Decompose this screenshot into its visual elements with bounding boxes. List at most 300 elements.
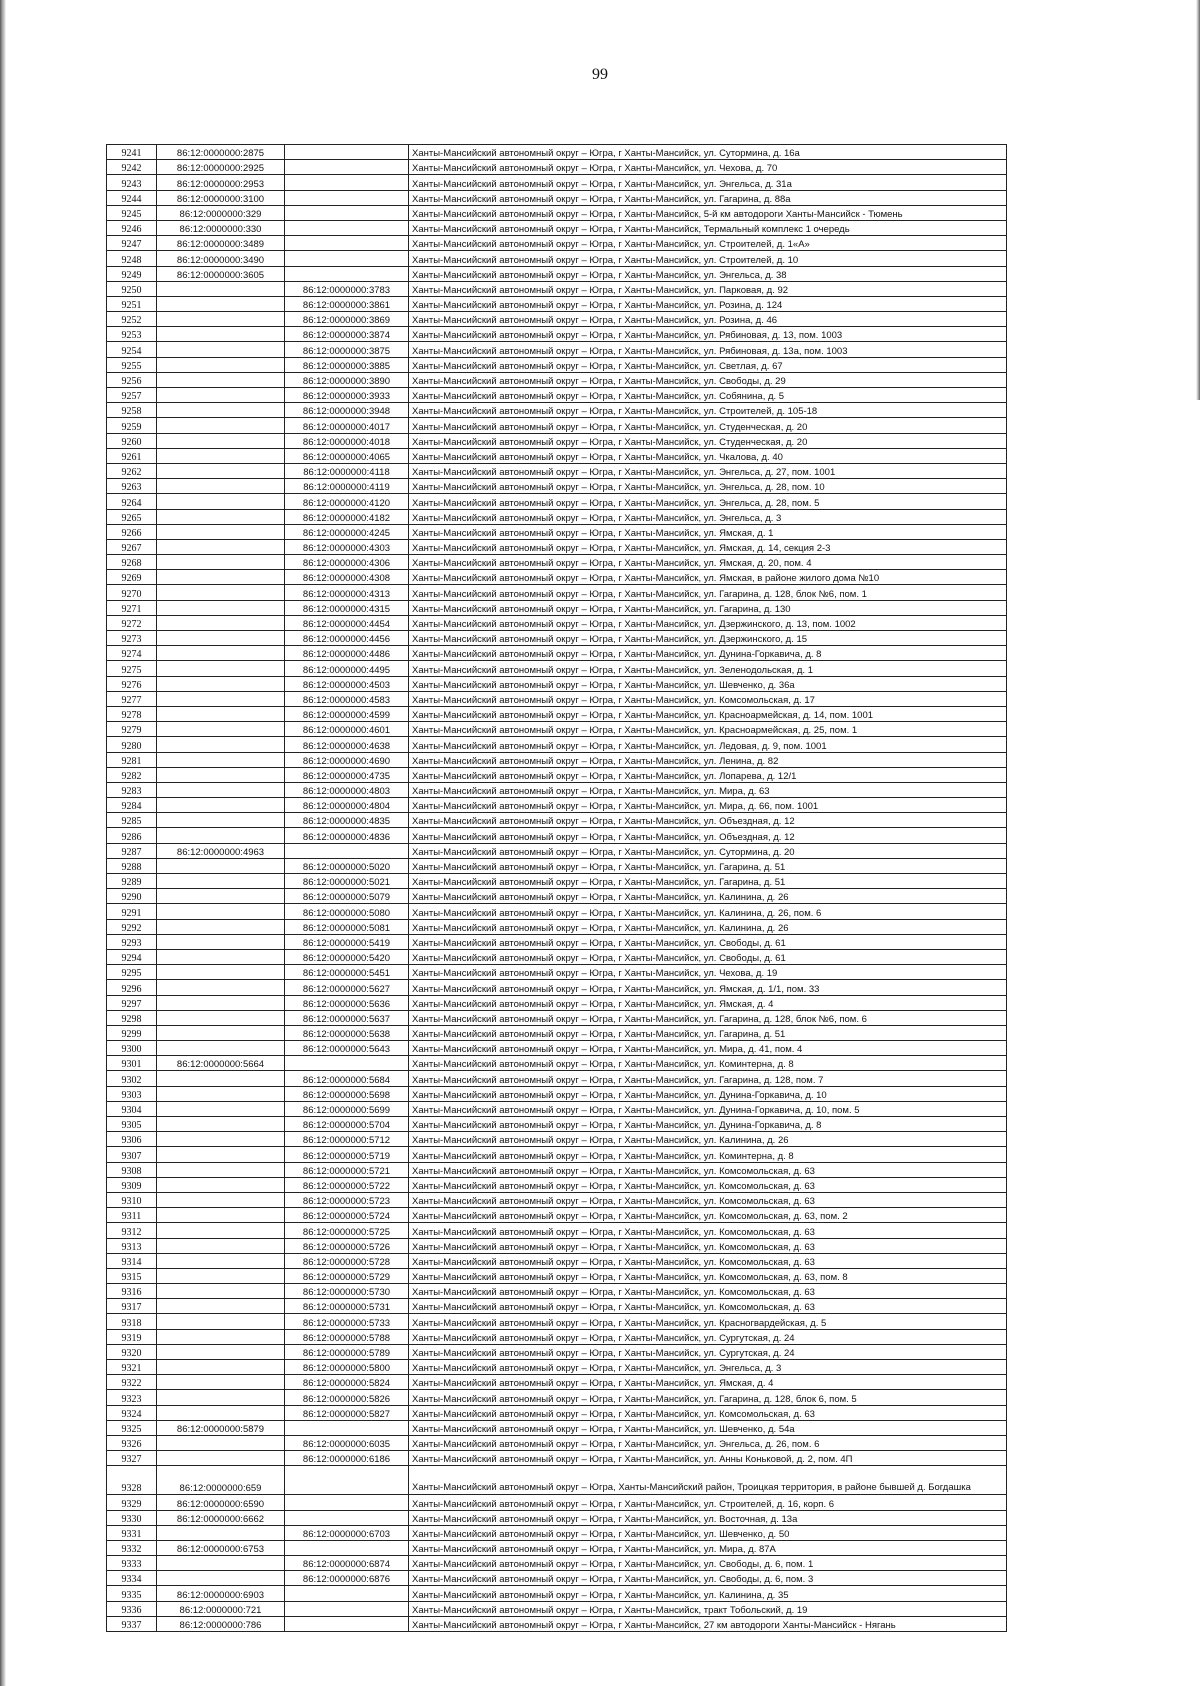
- table-row: [107, 1435, 1007, 1450]
- address-cell: Ханты-Мансийский автономный округ – Югра, г Ханты-Мансийск, ул. Парковая, д. 92: [409, 281, 1007, 296]
- row-number-cell: 9292: [107, 919, 157, 934]
- cadastral-number-land-cell: [157, 1390, 285, 1405]
- cadastral-number-land-cell: [157, 509, 285, 524]
- cadastral-number-building-cell: [285, 145, 409, 160]
- cadastral-number-land-cell: 86:12:0000000:6590: [157, 1495, 285, 1510]
- cadastral-number-building-cell: 86:12:0000000:4017: [285, 418, 409, 433]
- row-number-cell: 9327: [107, 1451, 157, 1466]
- table-row: [107, 1192, 1007, 1207]
- cadastral-number-land-cell: [157, 1071, 285, 1086]
- cadastral-number-building-cell: 86:12:0000000:4065: [285, 448, 409, 463]
- row-number-cell: 9266: [107, 524, 157, 539]
- table-row: [107, 1132, 1007, 1147]
- cadastral-number-land-cell: [157, 691, 285, 706]
- row-number-cell: 9242: [107, 160, 157, 175]
- row-number-cell: 9312: [107, 1223, 157, 1238]
- table-row: [107, 1405, 1007, 1420]
- row-number-cell: 9304: [107, 1101, 157, 1116]
- row-number-cell: 9256: [107, 372, 157, 387]
- cadastral-number-building-cell: 86:12:0000000:5636: [285, 995, 409, 1010]
- row-number-cell: 9247: [107, 236, 157, 251]
- cadastral-number-land-cell: [157, 555, 285, 570]
- address-cell: Ханты-Мансийский автономный округ – Югра, г Ханты-Мансийск, ул. Шевченко, д. 36а: [409, 676, 1007, 691]
- cadastral-number-land-cell: [157, 1177, 285, 1192]
- table-row: [107, 479, 1007, 494]
- cadastral-number-building-cell: 86:12:0000000:5731: [285, 1299, 409, 1314]
- table-row: [107, 1025, 1007, 1040]
- cadastral-number-building-cell: [285, 1056, 409, 1071]
- cadastral-number-building-cell: 86:12:0000000:4315: [285, 600, 409, 615]
- address-cell: Ханты-Мансийский автономный округ – Югра, г Ханты-Мансийск, ул. Гагарина, д. 51: [409, 858, 1007, 873]
- address-cell: Ханты-Мансийский автономный округ – Югра, г Ханты-Мансийск, ул. Гагарина, д. 51: [409, 1025, 1007, 1040]
- row-number-cell: 9253: [107, 327, 157, 342]
- cadastral-number-land-cell: [157, 980, 285, 995]
- cadastral-number-building-cell: 86:12:0000000:3874: [285, 327, 409, 342]
- address-cell: Ханты-Мансийский автономный округ – Югра, г Ханты-Мансийск, ул. Мира, д. 87А: [409, 1540, 1007, 1555]
- cadastral-number-building-cell: 86:12:0000000:5722: [285, 1177, 409, 1192]
- table-row: [107, 615, 1007, 630]
- cadastral-number-land-cell: [157, 1041, 285, 1056]
- address-cell: Ханты-Мансийский автономный округ – Югра, г Ханты-Мансийск, ул. Гагарина, д. 128, блок №6, пом. 6: [409, 1010, 1007, 1025]
- cadastral-number-land-cell: 86:12:0000000:3489: [157, 236, 285, 251]
- address-cell: Ханты-Мансийский автономный округ – Югра, г Ханты-Мансийск, ул. Коминтерна, д. 8: [409, 1147, 1007, 1162]
- row-number-cell: 9283: [107, 782, 157, 797]
- cadastral-number-land-cell: [157, 767, 285, 782]
- address-cell: Ханты-Мансийский автономный округ – Югра, г Ханты-Мансийск, ул. Чехова, д. 19: [409, 965, 1007, 980]
- cadastral-number-land-cell: [157, 798, 285, 813]
- address-cell: Ханты-Мансийский автономный округ – Югра, г Ханты-Мансийск, ул. Шевченко, д. 50: [409, 1525, 1007, 1540]
- cadastral-number-building-cell: 86:12:0000000:5826: [285, 1390, 409, 1405]
- address-cell: Ханты-Мансийский автономный округ – Югра, г Ханты-Мансийск, ул. Дунина-Горкавича, д. 10: [409, 1086, 1007, 1101]
- address-cell: Ханты-Мансийский автономный округ – Югра, г Ханты-Мансийск, ул. Дзержинского, д. 15: [409, 631, 1007, 646]
- table-row: [107, 266, 1007, 281]
- cadastral-number-building-cell: [285, 175, 409, 190]
- table-row: [107, 555, 1007, 570]
- address-cell: Ханты-Мансийский автономный округ – Югра, г Ханты-Мансийск, ул. Светлая, д. 67: [409, 357, 1007, 372]
- address-cell: Ханты-Мансийский автономный округ – Югра, г Ханты-Мансийск, Термальный комплекс 1 очередь: [409, 220, 1007, 235]
- table-row: [107, 448, 1007, 463]
- table-row: [107, 433, 1007, 448]
- table-row: [107, 190, 1007, 205]
- address-cell: Ханты-Мансийский автономный округ – Югра, г Ханты-Мансийск, 27 км автодороги Ханты-Мансийск - Нягань: [409, 1616, 1007, 1631]
- cadastral-number-building-cell: 86:12:0000000:4245: [285, 524, 409, 539]
- table-row: [107, 1177, 1007, 1192]
- table-row: [107, 1086, 1007, 1101]
- row-number-cell: 9281: [107, 752, 157, 767]
- address-cell: Ханты-Мансийский автономный округ – Югра, г Ханты-Мансийск, ул. Комсомольская, д. 63: [409, 1299, 1007, 1314]
- table-row: [107, 934, 1007, 949]
- cadastral-number-land-cell: [157, 1571, 285, 1586]
- row-number-cell: 9258: [107, 403, 157, 418]
- table-row: [107, 1375, 1007, 1390]
- row-number-cell: 9334: [107, 1571, 157, 1586]
- cadastral-number-building-cell: 86:12:0000000:4486: [285, 646, 409, 661]
- table-row: [107, 843, 1007, 858]
- address-cell: Ханты-Мансийский автономный округ – Югра, г Ханты-Мансийск, ул. Ямская, в районе жилого дома №10: [409, 570, 1007, 585]
- address-cell: Ханты-Мансийский автономный округ – Югра, г Ханты-Мансийск, ул. Мира, д. 41, пом. 4: [409, 1041, 1007, 1056]
- row-number-cell: 9322: [107, 1375, 157, 1390]
- address-cell: Ханты-Мансийский автономный округ – Югра, г Ханты-Мансийск, ул. Гагарина, д. 128, блок №6, пом. 1: [409, 585, 1007, 600]
- address-cell: Ханты-Мансийский автономный округ – Югра, г Ханты-Мансийск, ул. Энгельса, д. 31а: [409, 175, 1007, 190]
- table-row: [107, 646, 1007, 661]
- table-row: [107, 782, 1007, 797]
- row-number-cell: 9269: [107, 570, 157, 585]
- cadastral-number-land-cell: 86:12:0000000:6903: [157, 1586, 285, 1601]
- address-cell: Ханты-Мансийский автономный округ – Югра, г Ханты-Мансийск, ул. Дунина-Горкавича, д. 10, пом. 5: [409, 1101, 1007, 1116]
- cadastral-number-land-cell: 86:12:0000000:2953: [157, 175, 285, 190]
- row-number-cell: 9329: [107, 1495, 157, 1510]
- row-number-cell: 9301: [107, 1056, 157, 1071]
- cadastral-number-building-cell: 86:12:0000000:4735: [285, 767, 409, 782]
- cadastral-number-land-cell: [157, 1284, 285, 1299]
- cadastral-number-land-cell: 86:12:0000000:5879: [157, 1420, 285, 1435]
- row-number-cell: 9282: [107, 767, 157, 782]
- cadastral-number-building-cell: 86:12:0000000:5684: [285, 1071, 409, 1086]
- table-row: [107, 281, 1007, 296]
- row-number-cell: 9306: [107, 1132, 157, 1147]
- cadastral-number-building-cell: 86:12:0000000:4503: [285, 676, 409, 691]
- cadastral-number-land-cell: [157, 342, 285, 357]
- cadastral-number-building-cell: 86:12:0000000:5637: [285, 1010, 409, 1025]
- address-cell: Ханты-Мансийский автономный округ – Югра, г Ханты-Мансийск, ул. Лопарева, д. 12/1: [409, 767, 1007, 782]
- cadastral-number-land-cell: [157, 570, 285, 585]
- cadastral-number-building-cell: 86:12:0000000:5698: [285, 1086, 409, 1101]
- address-cell: Ханты-Мансийский автономный округ – Югра, г Ханты-Мансийск, ул. Анны Коньковой, д. 2, пом. 4П: [409, 1451, 1007, 1466]
- row-number-cell: 9250: [107, 281, 157, 296]
- table-row: [107, 1268, 1007, 1283]
- cadastral-number-building-cell: 86:12:0000000:3933: [285, 388, 409, 403]
- cadastral-number-building-cell: 86:12:0000000:5419: [285, 934, 409, 949]
- cadastral-number-land-cell: [157, 995, 285, 1010]
- table-row: [107, 145, 1007, 160]
- table-row: [107, 676, 1007, 691]
- cadastral-number-land-cell: [157, 1451, 285, 1466]
- table-row: [107, 1041, 1007, 1056]
- cadastral-number-building-cell: 86:12:0000000:5021: [285, 874, 409, 889]
- table-row: [107, 388, 1007, 403]
- address-cell: Ханты-Мансийский автономный округ – Югра, г Ханты-Мансийск, 5-й км автодороги Ханты-Мансийск - Тюмень: [409, 205, 1007, 220]
- cadastral-number-land-cell: [157, 1253, 285, 1268]
- cadastral-number-building-cell: 86:12:0000000:5724: [285, 1208, 409, 1223]
- row-number-cell: 9294: [107, 949, 157, 964]
- table-row: [107, 585, 1007, 600]
- address-cell: Ханты-Мансийский автономный округ – Югра, г Ханты-Мансийск, ул. Розина, д. 46: [409, 312, 1007, 327]
- cadastral-number-land-cell: [157, 1435, 285, 1450]
- address-cell: Ханты-Мансийский автономный округ – Югра, г Ханты-Мансийск, ул. Дзержинского, д. 13, пом. 1002: [409, 615, 1007, 630]
- row-number-cell: 9254: [107, 342, 157, 357]
- cadastral-number-building-cell: 86:12:0000000:4018: [285, 433, 409, 448]
- cadastral-number-building-cell: 86:12:0000000:4495: [285, 661, 409, 676]
- cadastral-number-building-cell: 86:12:0000000:5080: [285, 904, 409, 919]
- address-cell: Ханты-Мансийский автономный округ – Югра, г Ханты-Мансийск, ул. Энгельса, д. 26, пом. 6: [409, 1435, 1007, 1450]
- cadastral-number-building-cell: 86:12:0000000:6186: [285, 1451, 409, 1466]
- cadastral-number-building-cell: 86:12:0000000:5827: [285, 1405, 409, 1420]
- address-cell: Ханты-Мансийский автономный округ – Югра, г Ханты-Мансийск, ул. Строителей, д. 10: [409, 251, 1007, 266]
- table-row: [107, 1071, 1007, 1086]
- row-number-cell: 9307: [107, 1147, 157, 1162]
- row-number-cell: 9272: [107, 615, 157, 630]
- cadastral-number-land-cell: [157, 889, 285, 904]
- cadastral-number-land-cell: 86:12:0000000:721: [157, 1601, 285, 1616]
- cadastral-number-land-cell: 86:12:0000000:4963: [157, 843, 285, 858]
- cadastral-number-building-cell: 86:12:0000000:3890: [285, 372, 409, 387]
- cadastral-number-land-cell: [157, 646, 285, 661]
- row-number-cell: 9323: [107, 1390, 157, 1405]
- cadastral-number-building-cell: [285, 266, 409, 281]
- cadastral-number-land-cell: [157, 539, 285, 554]
- row-number-cell: 9335: [107, 1586, 157, 1601]
- cadastral-number-building-cell: 86:12:0000000:5788: [285, 1329, 409, 1344]
- cadastral-number-land-cell: 86:12:0000000:3605: [157, 266, 285, 281]
- address-cell: Ханты-Мансийский автономный округ – Югра, г Ханты-Мансийск, ул. Мира, д. 63: [409, 782, 1007, 797]
- address-cell: Ханты-Мансийский автономный округ – Югра, г Ханты-Мансийск, ул. Сутормина, д. 16а: [409, 145, 1007, 160]
- cadastral-number-land-cell: [157, 357, 285, 372]
- table-row: [107, 357, 1007, 372]
- row-number-cell: 9316: [107, 1284, 157, 1299]
- address-cell: Ханты-Мансийский автономный округ – Югра, г Ханты-Мансийск, ул. Комсомольская, д. 63: [409, 1405, 1007, 1420]
- table-row: [107, 691, 1007, 706]
- address-cell: Ханты-Мансийский автономный округ – Югра, г Ханты-Мансийск, ул. Комсомольская, д. 63: [409, 1238, 1007, 1253]
- address-cell: Ханты-Мансийский автономный округ – Югра, г Ханты-Мансийск, ул. Рябиновая, д. 13а, пом. 1003: [409, 342, 1007, 357]
- row-number-cell: 9273: [107, 631, 157, 646]
- address-cell: Ханты-Мансийский автономный округ – Югра, г Ханты-Мансийск, ул. Калинина, д. 26, пом. 6: [409, 904, 1007, 919]
- cadastral-number-land-cell: 86:12:0000000:6753: [157, 1540, 285, 1555]
- address-cell: Ханты-Мансийский автономный округ – Югра, г Ханты-Мансийск, ул. Свободы, д. 61: [409, 949, 1007, 964]
- address-cell: Ханты-Мансийский автономный округ – Югра, г Ханты-Мансийск, ул. Шевченко, д. 54а: [409, 1420, 1007, 1435]
- address-cell: Ханты-Мансийский автономный округ – Югра, г Ханты-Мансийск, ул. Рябиновая, д. 13, пом. 1003: [409, 327, 1007, 342]
- row-number-cell: 9313: [107, 1238, 157, 1253]
- table-row: [107, 327, 1007, 342]
- cadastral-number-land-cell: 86:12:0000000:786: [157, 1616, 285, 1631]
- table-row: [107, 1586, 1007, 1601]
- cadastral-number-land-cell: 86:12:0000000:2925: [157, 160, 285, 175]
- cadastral-number-building-cell: 86:12:0000000:4454: [285, 615, 409, 630]
- address-cell: Ханты-Мансийский автономный округ – Югра, г Ханты-Мансийск, ул. Дунина-Горкавича, д. 8: [409, 646, 1007, 661]
- address-cell: Ханты-Мансийский автономный округ – Югра, г Ханты-Мансийск, ул. Комсомольская, д. 63: [409, 1177, 1007, 1192]
- cadastral-number-land-cell: [157, 372, 285, 387]
- table-row: [107, 1299, 1007, 1314]
- address-cell: Ханты-Мансийский автономный округ – Югра, г Ханты-Мансийск, ул. Энгельса, д. 28, пом. 5: [409, 494, 1007, 509]
- cadastral-number-land-cell: 86:12:0000000:3490: [157, 251, 285, 266]
- row-number-cell: 9262: [107, 463, 157, 478]
- cadastral-number-land-cell: [157, 448, 285, 463]
- address-cell: Ханты-Мансийский автономный округ – Югра, г Ханты-Мансийск, ул. Сургутская, д. 24: [409, 1329, 1007, 1344]
- cadastral-number-land-cell: [157, 479, 285, 494]
- row-number-cell: 9297: [107, 995, 157, 1010]
- cadastral-number-building-cell: 86:12:0000000:5733: [285, 1314, 409, 1329]
- cadastral-number-land-cell: [157, 1101, 285, 1116]
- row-number-cell: 9275: [107, 661, 157, 676]
- row-number-cell: 9326: [107, 1435, 157, 1450]
- cadastral-number-building-cell: 86:12:0000000:4119: [285, 479, 409, 494]
- address-cell: Ханты-Мансийский автономный округ – Югра, г Ханты-Мансийск, ул. Строителей, д. 1«А»: [409, 236, 1007, 251]
- address-cell: Ханты-Мансийский автономный округ – Югра, г Ханты-Мансийск, ул. Энгельса, д. 3: [409, 509, 1007, 524]
- cadastral-number-building-cell: 86:12:0000000:5020: [285, 858, 409, 873]
- cadastral-number-building-cell: [285, 1601, 409, 1616]
- table-row: [107, 1117, 1007, 1132]
- row-number-cell: 9337: [107, 1616, 157, 1631]
- cadastral-number-land-cell: [157, 1525, 285, 1540]
- cadastral-number-land-cell: [157, 949, 285, 964]
- row-number-cell: 9257: [107, 388, 157, 403]
- address-cell: Ханты-Мансийский автономный округ – Югра, г Ханты-Мансийск, ул. Комсомольская, д. 63: [409, 1253, 1007, 1268]
- table-row: [107, 858, 1007, 873]
- row-number-cell: 9303: [107, 1086, 157, 1101]
- table-row: [107, 342, 1007, 357]
- cadastral-number-land-cell: [157, 1238, 285, 1253]
- row-number-cell: 9263: [107, 479, 157, 494]
- cadastral-number-land-cell: [157, 418, 285, 433]
- row-number-cell: 9251: [107, 296, 157, 311]
- cadastral-number-building-cell: 86:12:0000000:5704: [285, 1117, 409, 1132]
- table-row: [107, 205, 1007, 220]
- cadastral-number-building-cell: 86:12:0000000:6874: [285, 1556, 409, 1571]
- cadastral-number-land-cell: [157, 1299, 285, 1314]
- cadastral-number-land-cell: [157, 1162, 285, 1177]
- row-number-cell: 9265: [107, 509, 157, 524]
- address-cell: Ханты-Мансийский автономный округ – Югра, г Ханты-Мансийск, ул. Свободы, д. 61: [409, 934, 1007, 949]
- address-cell: Ханты-Мансийский автономный округ – Югра, г Ханты-Мансийск, ул. Объездная, д. 12: [409, 828, 1007, 843]
- table-row: [107, 889, 1007, 904]
- table-row: [107, 1208, 1007, 1223]
- row-number-cell: 9243: [107, 175, 157, 190]
- row-number-cell: 9267: [107, 539, 157, 554]
- cadastral-number-building-cell: 86:12:0000000:5726: [285, 1238, 409, 1253]
- cadastral-number-building-cell: 86:12:0000000:5721: [285, 1162, 409, 1177]
- address-cell: Ханты-Мансийский автономный округ – Югра, г Ханты-Мансийск, ул. Свободы, д. 6, пом. 3: [409, 1571, 1007, 1586]
- row-number-cell: 9249: [107, 266, 157, 281]
- table-row: [107, 965, 1007, 980]
- table-row: [107, 1601, 1007, 1616]
- table-row: [107, 175, 1007, 190]
- row-number-cell: 9319: [107, 1329, 157, 1344]
- address-cell: Ханты-Мансийский автономный округ – Югра, г Ханты-Мансийск, ул. Чехова, д. 70: [409, 160, 1007, 175]
- cadastral-number-land-cell: [157, 737, 285, 752]
- cadastral-number-building-cell: 86:12:0000000:4120: [285, 494, 409, 509]
- row-number-cell: 9270: [107, 585, 157, 600]
- table-row: [107, 828, 1007, 843]
- cadastral-number-land-cell: [157, 706, 285, 721]
- table-row: [107, 1147, 1007, 1162]
- address-cell: Ханты-Мансийский автономный округ – Югра, г Ханты-Мансийск, ул. Калинина, д. 26: [409, 889, 1007, 904]
- row-number-cell: 9259: [107, 418, 157, 433]
- row-number-cell: 9276: [107, 676, 157, 691]
- cadastral-number-land-cell: [157, 388, 285, 403]
- table-row: [107, 874, 1007, 889]
- address-cell: Ханты-Мансийский автономный округ – Югра, г Ханты-Мансийск, ул. Дунина-Горкавича, д. 8: [409, 1117, 1007, 1132]
- row-number-cell: 9287: [107, 843, 157, 858]
- address-cell: Ханты-Мансийский автономный округ – Югра, г Ханты-Мансийск, ул. Восточная, д. 13а: [409, 1510, 1007, 1525]
- address-cell: Ханты-Мансийский автономный округ – Югра, г Ханты-Мансийск, ул. Розина, д. 124: [409, 296, 1007, 311]
- address-cell: Ханты-Мансийский автономный округ – Югра, г Ханты-Мансийск, ул. Свободы, д. 29: [409, 372, 1007, 387]
- table-row: [107, 539, 1007, 554]
- table-row: [107, 220, 1007, 235]
- row-number-cell: 9291: [107, 904, 157, 919]
- cadastral-number-building-cell: [285, 1540, 409, 1555]
- cadastral-number-building-cell: 86:12:0000000:4804: [285, 798, 409, 813]
- row-number-cell: 9330: [107, 1510, 157, 1525]
- address-cell: Ханты-Мансийский автономный округ – Югра, г Ханты-Мансийск, ул. Собянина, д. 5: [409, 388, 1007, 403]
- row-number-cell: 9332: [107, 1540, 157, 1555]
- cadastral-number-building-cell: 86:12:0000000:6876: [285, 1571, 409, 1586]
- address-cell: Ханты-Мансийский автономный округ – Югра, г Ханты-Мансийск, ул. Комсомольская, д. 63: [409, 1223, 1007, 1238]
- table-row: [107, 1556, 1007, 1571]
- scan-edge-shadow: [0, 0, 6, 1686]
- cadastral-number-building-cell: 86:12:0000000:4599: [285, 706, 409, 721]
- row-number-cell: 9314: [107, 1253, 157, 1268]
- row-number-cell: 9260: [107, 433, 157, 448]
- cadastral-number-land-cell: [157, 327, 285, 342]
- cadastral-number-building-cell: 86:12:0000000:5723: [285, 1192, 409, 1207]
- table-row: [107, 798, 1007, 813]
- cadastral-number-building-cell: 86:12:0000000:4803: [285, 782, 409, 797]
- address-cell: Ханты-Мансийский автономный округ – Югра, г Ханты-Мансийск, ул. Ледовая, д. 9, пом. 1001: [409, 737, 1007, 752]
- cadastral-number-land-cell: [157, 934, 285, 949]
- cadastral-number-building-cell: 86:12:0000000:4308: [285, 570, 409, 585]
- cadastral-number-building-cell: 86:12:0000000:4601: [285, 722, 409, 737]
- address-cell: Ханты-Мансийский автономный округ – Югра, г Ханты-Мансийск, ул. Ямская, д. 4: [409, 1375, 1007, 1390]
- cadastral-number-building-cell: [285, 220, 409, 235]
- table-row: [107, 722, 1007, 737]
- cadastral-number-building-cell: 86:12:0000000:3875: [285, 342, 409, 357]
- cadastral-number-land-cell: [157, 433, 285, 448]
- row-number-cell: 9255: [107, 357, 157, 372]
- address-cell: Ханты-Мансийский автономный округ – Югра, г Ханты-Мансийск, ул. Энгельса, д. 3: [409, 1360, 1007, 1375]
- table-row: [107, 1056, 1007, 1071]
- address-cell: Ханты-Мансийский автономный округ – Югра, г Ханты-Мансийск, ул. Ямская, д. 14, секция 2-3: [409, 539, 1007, 554]
- table-row: [107, 418, 1007, 433]
- address-cell: Ханты-Мансийский автономный округ – Югра, г Ханты-Мансийск, ул. Комсомольская, д. 63, пом. 8: [409, 1268, 1007, 1283]
- row-number-cell: 9274: [107, 646, 157, 661]
- address-cell: Ханты-Мансийский автономный округ – Югра, г Ханты-Мансийск, ул. Ямская, д. 1/1, пом. 33: [409, 980, 1007, 995]
- address-cell: Ханты-Мансийский автономный округ – Югра, г Ханты-Мансийск, ул. Комсомольская, д. 63: [409, 1284, 1007, 1299]
- cadastral-number-building-cell: [285, 205, 409, 220]
- cadastral-number-land-cell: [157, 585, 285, 600]
- address-cell: Ханты-Мансийский автономный округ – Югра, г Ханты-Мансийск, тракт Тобольский, д. 19: [409, 1601, 1007, 1616]
- table-row: [107, 1010, 1007, 1025]
- cadastral-number-building-cell: 86:12:0000000:5728: [285, 1253, 409, 1268]
- cadastral-number-building-cell: 86:12:0000000:4306: [285, 555, 409, 570]
- cadastral-number-building-cell: [285, 236, 409, 251]
- cadastral-number-land-cell: [157, 919, 285, 934]
- cadastral-number-land-cell: [157, 1223, 285, 1238]
- cadastral-number-building-cell: 86:12:0000000:4118: [285, 463, 409, 478]
- cadastral-number-building-cell: 86:12:0000000:3885: [285, 357, 409, 372]
- cadastral-number-land-cell: [157, 904, 285, 919]
- cadastral-number-building-cell: 86:12:0000000:5627: [285, 980, 409, 995]
- row-number-cell: 9286: [107, 828, 157, 843]
- cadastral-number-building-cell: 86:12:0000000:3869: [285, 312, 409, 327]
- cadastral-number-land-cell: [157, 312, 285, 327]
- address-cell: Ханты-Мансийский автономный округ – Югра, г Ханты-Мансийск, ул. Студенческая, д. 20: [409, 433, 1007, 448]
- cadastral-number-building-cell: 86:12:0000000:5725: [285, 1223, 409, 1238]
- address-cell: Ханты-Мансийский автономный округ – Югра, г Ханты-Мансийск, ул. Гагарина, д. 51: [409, 874, 1007, 889]
- cadastral-number-building-cell: 86:12:0000000:5800: [285, 1360, 409, 1375]
- table-row: [107, 1466, 1007, 1495]
- address-cell: Ханты-Мансийский автономный округ – Югра, г Ханты-Мансийск, ул. Чкалова, д. 40: [409, 448, 1007, 463]
- cadastral-number-land-cell: [157, 858, 285, 873]
- table-row: [107, 1495, 1007, 1510]
- address-cell: Ханты-Мансийский автономный округ – Югра, Ханты-Мансийский район, Троицкая территория, в районе бывшей д. Богдашка: [409, 1466, 1007, 1495]
- row-number-cell: 9261: [107, 448, 157, 463]
- address-cell: Ханты-Мансийский автономный округ – Югра, г Ханты-Мансийск, ул. Коминтерна, д. 8: [409, 1056, 1007, 1071]
- cadastral-number-building-cell: 86:12:0000000:5719: [285, 1147, 409, 1162]
- scan-edge-shadow-right: [1196, 0, 1200, 400]
- address-cell: Ханты-Мансийский автономный округ – Югра, г Ханты-Мансийск, ул. Красноармейская, д. 14, пом. 1001: [409, 706, 1007, 721]
- cadastral-number-land-cell: 86:12:0000000:6662: [157, 1510, 285, 1525]
- address-cell: Ханты-Мансийский автономный округ – Югра, г Ханты-Мансийск, ул. Строителей, д. 105-18: [409, 403, 1007, 418]
- cadastral-number-building-cell: [285, 1616, 409, 1631]
